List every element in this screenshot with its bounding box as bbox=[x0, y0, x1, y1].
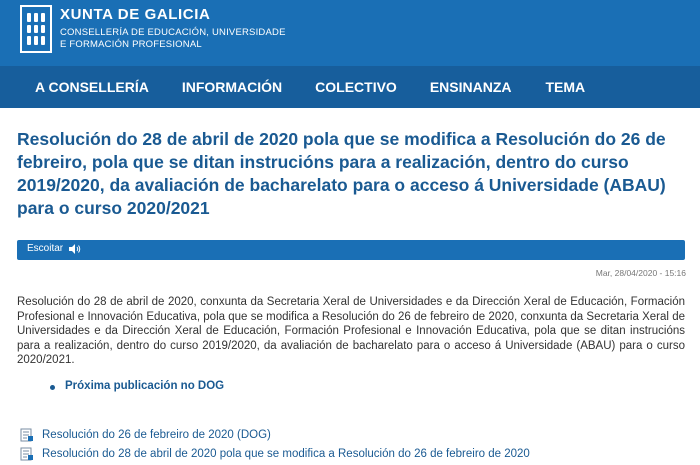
main-nav bbox=[0, 66, 700, 108]
article-body: Resolución do 28 de abril de 2020, conxunta da Secretaria Xeral de Universidades e da Dirección Xeral de Educación, Formación Profesional e Innovación Educativa, pola que se modifica a Resolución do 26 de febreiro de 2020, conxunta da Secretaria Xeral de Universidades e da Dirección Xeral de Educación, Formación Profesional e Innovación Educativa, pola que se ditan instrucións para a realización, dentro do curso 2019/2020, da avaliación de bacharelato para o acceso á Universidade (ABAU) para o curso 2020/2021. bbox=[17, 296, 685, 366]
nav-item-a-conselleria[interactable]: A CONSELLERÍA bbox=[35, 79, 149, 95]
nav-item-ensinanza[interactable]: ENSINANZA bbox=[429, 79, 512, 95]
xunta-logo-icon[interactable] bbox=[20, 5, 52, 53]
list-item[interactable]: Próxima publicación no DOG bbox=[50, 380, 224, 392]
document-icon bbox=[20, 447, 34, 461]
document-link[interactable] bbox=[20, 447, 530, 461]
publish-date: Mar, 28/04/2020 - 15:16 bbox=[595, 268, 686, 278]
nav-item-informacion[interactable]: INFORMACIÓN bbox=[181, 79, 283, 95]
related-list bbox=[50, 380, 224, 392]
listen-button[interactable] bbox=[27, 243, 81, 254]
site-header bbox=[0, 0, 700, 66]
listen-bar bbox=[17, 240, 685, 260]
document-icon bbox=[20, 428, 34, 442]
document-link-label: Resolución do 28 de abril de 2020 pola que se modifica a Resolución do 26 de febreiro de 2020 bbox=[42, 448, 530, 460]
nav-item-tema[interactable]: TEMA bbox=[545, 79, 586, 95]
document-link[interactable] bbox=[20, 428, 271, 442]
listen-label: Escoitar bbox=[27, 243, 64, 254]
page-title: Resolución do 28 de abril de 2020 pola que se modifica a Resolución do 26 de febreiro, pola que se ditan instrucións para a realización, dentro do curso 2019/2020, da avaliación de bacharelato para o acceso á Universidade (ABAU) para o curso 2020/2021 bbox=[17, 129, 666, 218]
department-name-line2: E FORMACIÓN PROFESIONAL bbox=[60, 39, 202, 50]
nav-item-colectivo[interactable]: COLECTIVO bbox=[315, 79, 397, 95]
department-name-line1: CONSELLERÍA DE EDUCACIÓN, UNIVERSIDADE bbox=[60, 27, 286, 38]
speaker-icon bbox=[69, 244, 81, 254]
document-link-label: Resolución do 26 de febreiro de 2020 (DOG) bbox=[42, 429, 271, 441]
org-name[interactable]: XUNTA DE GALICIA bbox=[60, 6, 211, 23]
